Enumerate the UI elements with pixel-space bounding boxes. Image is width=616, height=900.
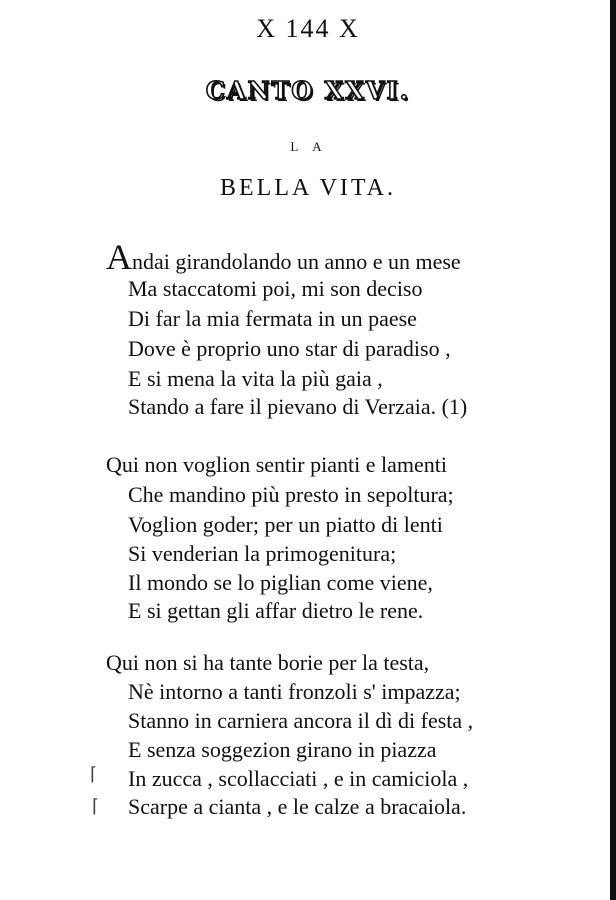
drop-cap: A xyxy=(106,237,132,277)
margin-bracket-icon: ⌈ xyxy=(92,796,100,817)
verse-line: Andai girandolando un anno e un mese xyxy=(106,237,461,277)
verse-line: Si venderian la primogenitura; xyxy=(128,541,397,566)
verse-line: Voglion goder; per un piatto di lenti xyxy=(128,512,443,537)
verse-line: Stanno in carniera ancora il dì di festa , xyxy=(128,708,474,733)
verse-line: Di far la mia fermata in un paese xyxy=(128,306,417,331)
verse-line: In zucca , scollacciati , e in camiciola , xyxy=(128,766,469,791)
verse-line: Qui non si ha tante borie per la testa, xyxy=(106,650,430,675)
verse-line: Il mondo se lo piglian come viene, xyxy=(128,570,433,595)
verse-line: Che mandino più presto in sepoltura; xyxy=(128,482,454,507)
verse-line: Nè intorno a tanti fronzoli s' impazza; xyxy=(128,679,461,704)
verse-line: E si mena la vita la più gaia , xyxy=(128,366,383,391)
verse-line: Dove è proprio uno star di paradiso , xyxy=(128,336,451,361)
verse-line: Scarpe a cianta , e le calze a bracaiola. xyxy=(128,794,467,819)
verse-line: E senza soggezion girano in piazza xyxy=(128,737,437,762)
verse-line: Ma staccatomi poi, mi son deciso xyxy=(128,276,423,301)
verse-line: E si gettan gli affar dietro le rene. xyxy=(128,598,424,623)
poem-title: BELLA VITA. xyxy=(220,175,396,201)
subtitle-article: LA xyxy=(290,139,336,154)
page-edge-shadow xyxy=(610,0,616,900)
verse-line: Stando a fare il pievano di Verzaia. (1) xyxy=(128,394,468,419)
margin-bracket-icon: ⌈ xyxy=(90,764,98,785)
page-number: X 144 X xyxy=(256,14,360,43)
verse-line: Qui non voglion sentir pianti e lamenti xyxy=(106,452,447,477)
canto-title: CANTO XXVI. xyxy=(205,76,411,105)
